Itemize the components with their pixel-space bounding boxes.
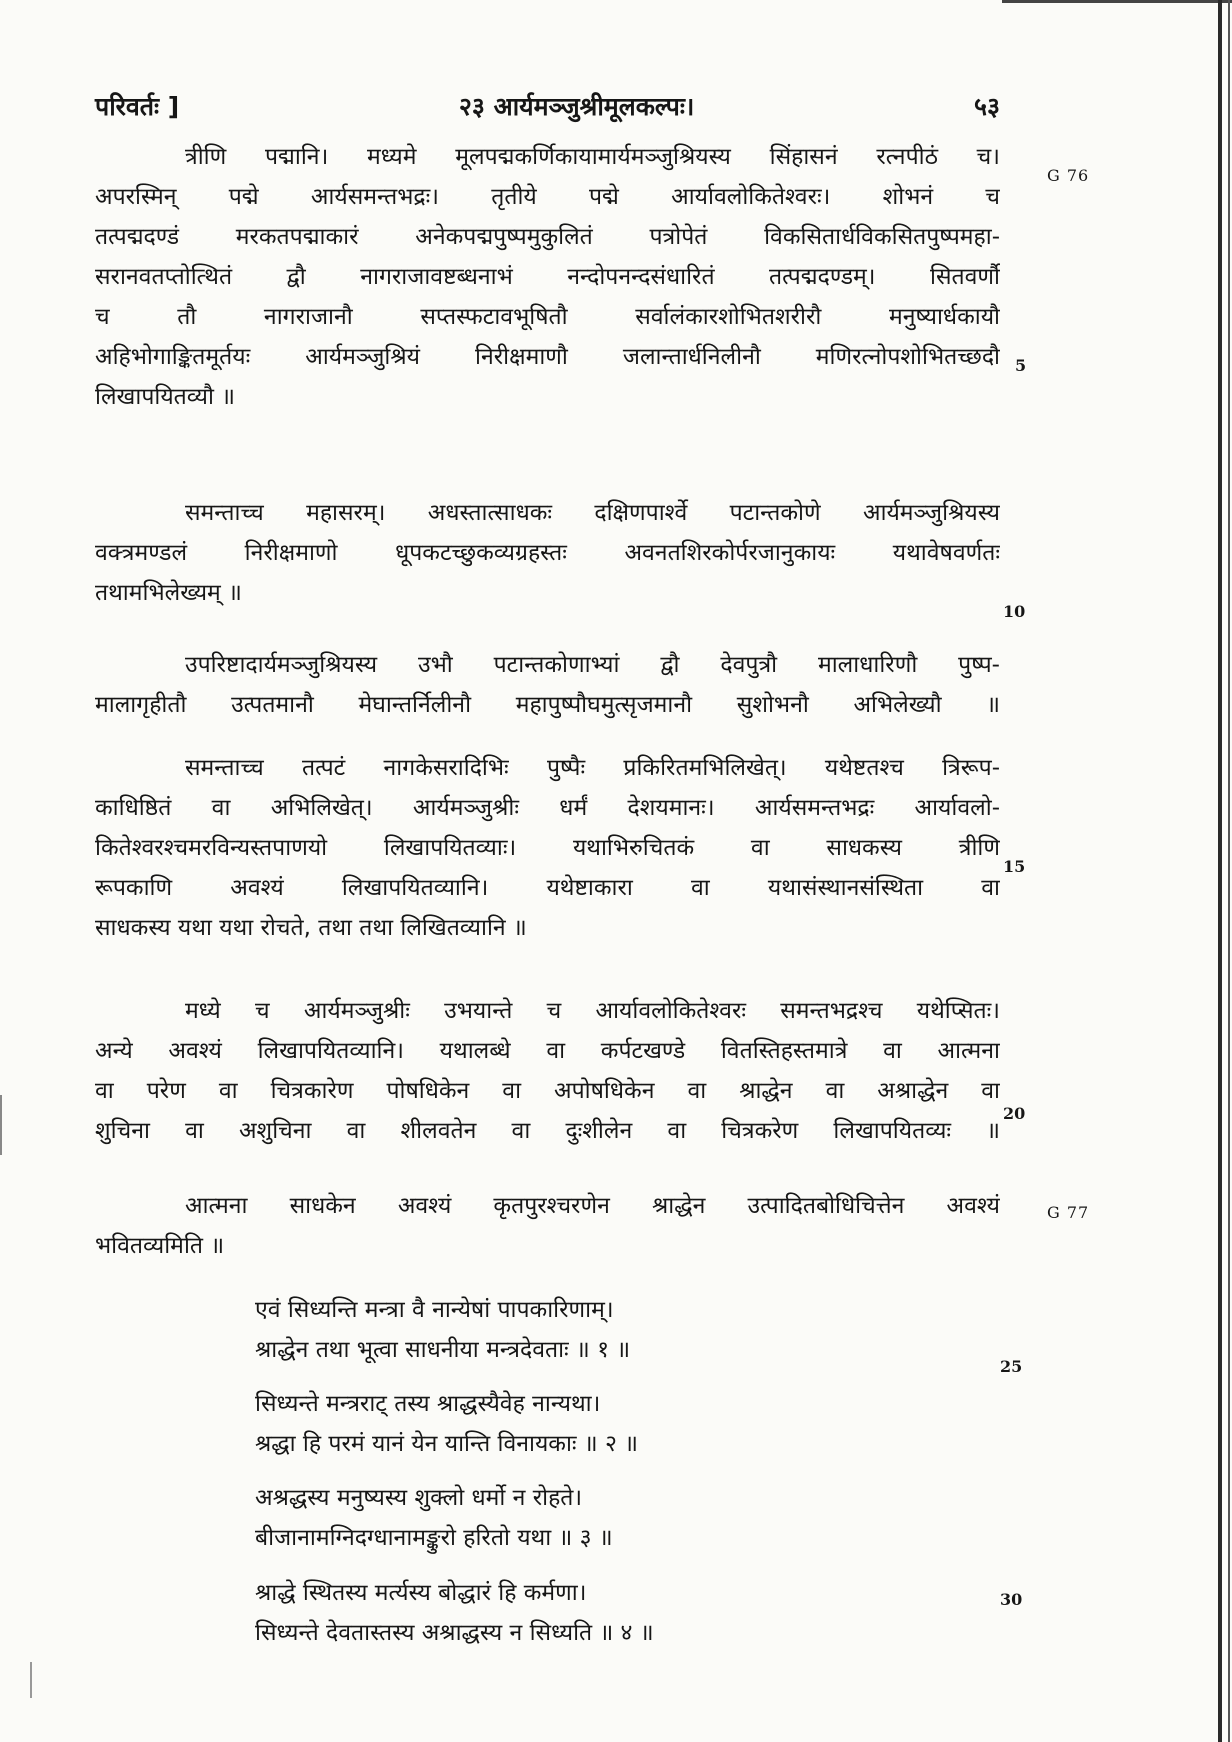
paragraph <box>95 493 1000 613</box>
text-line: कितेश्वरश्चमरविन्यस्तपाणयो लिखापयितव्याः। यथाभिरुचितकं वा साधकस्य त्रीणि <box>95 835 1000 861</box>
line-number: 30 <box>1000 1590 1023 1609</box>
text-line: उपरिष्टादार्यमञ्जुश्रियस्य उभौ पटान्तकोणाभ्यां द्वौ देवपुत्रौ मालाधारिणौ पुष्प- <box>185 652 1000 678</box>
line-number: 15 <box>1003 857 1026 876</box>
verse <box>255 1478 875 1558</box>
text-line: काधिष्ठितं वा अभिलिखेत्। आर्यमञ्जुश्रीः धर्मं देशयमानः। आर्यसमन्तभद्रः आर्यावलो- <box>95 795 1000 821</box>
text-line: वा परेण वा चित्रकारेण पोषधिकेन वा अपोषधिकेन वा श्राद्धेन वा अश्राद्धेन वा <box>95 1078 1000 1104</box>
text-line: भवितव्यमिति ॥ <box>95 1233 225 1259</box>
page-number: ५३ <box>973 92 1000 121</box>
paragraph <box>95 137 1000 417</box>
verse-line: बीजानामग्निदग्धानामङ्कुरो हरितो यथा ॥ ३ ॥ <box>255 1525 613 1551</box>
text-line: आत्मना साधकेन अवश्यं कृतपुरश्चरणेन श्राद्धेन उत्पादितबोधिचित्तेन अवश्यं <box>185 1193 1000 1219</box>
text-line: सरानवतप्तोत्थितं द्वौ नागराजावष्टब्धनाभं नन्दोपनन्दसंधारितं तत्पद्मदण्डम्। सितवर्णौ <box>95 264 1000 290</box>
verse-line: एवं सिध्यन्ति मन्त्रा वै नान्येषां पापकारिणाम्। <box>255 1297 614 1323</box>
chapter-label: परिवर्तः ] <box>95 92 180 121</box>
text-line: अन्ये अवश्यं लिखापयितव्यानि। यथालब्धे वा कर्पटखण्डे वितस्तिहस्तमात्रे वा आत्मना <box>95 1038 1000 1064</box>
verse-line: अश्रद्धस्य मनुष्यस्य शुक्लो धर्मो न रोहते। <box>255 1485 583 1511</box>
verse-line: श्राद्धे स्थितस्य मर्त्यस्य बोद्धारं हि कर्मणा। <box>255 1580 587 1606</box>
scan-mark <box>30 1662 32 1698</box>
running-header <box>95 84 1000 128</box>
text-line: च तौ नागराजानौ सप्तस्फटावभूषितौ सर्वालंकारशोभितशरीरौ मनुष्यार्धकायौ <box>95 304 1000 330</box>
line-number: 20 <box>1003 1104 1026 1123</box>
text-line: अहिभोगाङ्कितमूर्तयः आर्यमञ्जुश्रियं निरीक्षमाणौ जलान्तार्धनिलीनौ मणिरत्नोपशोभितच्छदौ <box>95 344 1000 370</box>
margin-reference: G 77 <box>1047 1203 1090 1222</box>
line-number: 5 <box>1015 356 1027 375</box>
text-line: मध्ये च आर्यमञ्जुश्रीः उभयान्ते च आर्यावलोकितेश्वरः समन्तभद्रश्च यथेप्सितः। <box>185 998 1000 1024</box>
text-line: वक्त्रमण्डलं निरीक्षमाणो धूपकटच्छुकव्यग्रहस्तः अवनतशिरकोर्परजानुकायः यथावेषवर्णतः <box>95 540 1000 566</box>
text-line: रूपकाणि अवश्यं लिखापयितव्यानि। यथेष्टाकारा वा यथासंस्थानसंस्थिता वा <box>95 875 1000 901</box>
verse-line: श्रद्धा हि परमं यानं येन यान्ति विनायकाः ॥ २ ॥ <box>255 1431 639 1457</box>
text-line: त्रीणि पद्मानि। मध्यमे मूलपद्मकर्णिकायामार्यमञ्जुश्रियस्य सिंहासनं रत्नपीठं च। <box>185 144 1000 170</box>
verse <box>255 1290 875 1370</box>
paragraph <box>95 1186 1000 1266</box>
verse <box>255 1384 875 1464</box>
verse <box>255 1573 875 1653</box>
scan-mark <box>0 1095 2 1155</box>
text-line: लिखापयितव्यौ ॥ <box>95 384 236 410</box>
right-edge-rule-outer <box>1228 0 1230 1742</box>
running-title: २३ आर्यमञ्जुश्रीमूलकल्पः। <box>458 92 695 121</box>
paragraph <box>95 748 1000 948</box>
verse-line: श्राद्धेन तथा भूत्वा साधनीया मन्त्रदेवताः ॥ १ ॥ <box>255 1337 631 1363</box>
text-line: तत्पद्मदण्डं मरकतपद्माकारं अनेकपद्मपुष्पमुकुलितं पत्रोपेतं विकसितार्धविकसितपुष्पमहा- <box>95 224 1000 250</box>
verse-line: सिध्यन्ते देवतास्तस्य अश्राद्धस्य न सिध्यति ॥ ४ ॥ <box>255 1620 654 1646</box>
text-line: तथामभिलेख्यम् ॥ <box>95 580 242 606</box>
text-line: अपरस्मिन् पद्मे आर्यसमन्तभद्रः। तृतीये पद्मे आर्यावलोकितेश्वरः। शोभनं च <box>95 184 1000 210</box>
text-line: समन्ताच्च तत्पटं नागकेसरादिभिः पुष्पैः प्रकिरितमभिलिखेत्। यथेष्टतश्च त्रिरूप- <box>185 755 1000 781</box>
margin-reference: G 76 <box>1047 166 1090 185</box>
line-number: 10 <box>1003 602 1026 621</box>
verse-line: सिध्यन्ते मन्त्रराट् तस्य श्राद्धस्यैवेह नान्यथा। <box>255 1391 601 1417</box>
paragraph <box>95 991 1000 1151</box>
text-line: साधकस्य यथा यथा रोचते, तथा तथा लिखितव्यानि ॥ <box>95 915 527 941</box>
paragraph <box>95 645 1000 725</box>
text-line: शुचिना वा अशुचिना वा शीलवतेन वा दुःशीलेन वा चित्रकरेण लिखापयितव्यः ॥ <box>95 1118 1000 1144</box>
text-line: मालागृहीतौ उत्पतमानौ मेघान्तर्निलीनौ महापुष्पौघमुत्सृजमानौ सुशोभनौ अभिलेख्यौ ॥ <box>95 692 1000 718</box>
text-line: समन्ताच्च महासरम्। अधस्तात्साधकः दक्षिणपार्श्वे पटान्तकोणे आर्यमञ्जुश्रियस्य <box>185 500 1000 526</box>
right-edge-rule <box>1218 0 1222 1742</box>
line-number: 25 <box>1000 1357 1023 1376</box>
top-edge-rule <box>1002 0 1232 3</box>
